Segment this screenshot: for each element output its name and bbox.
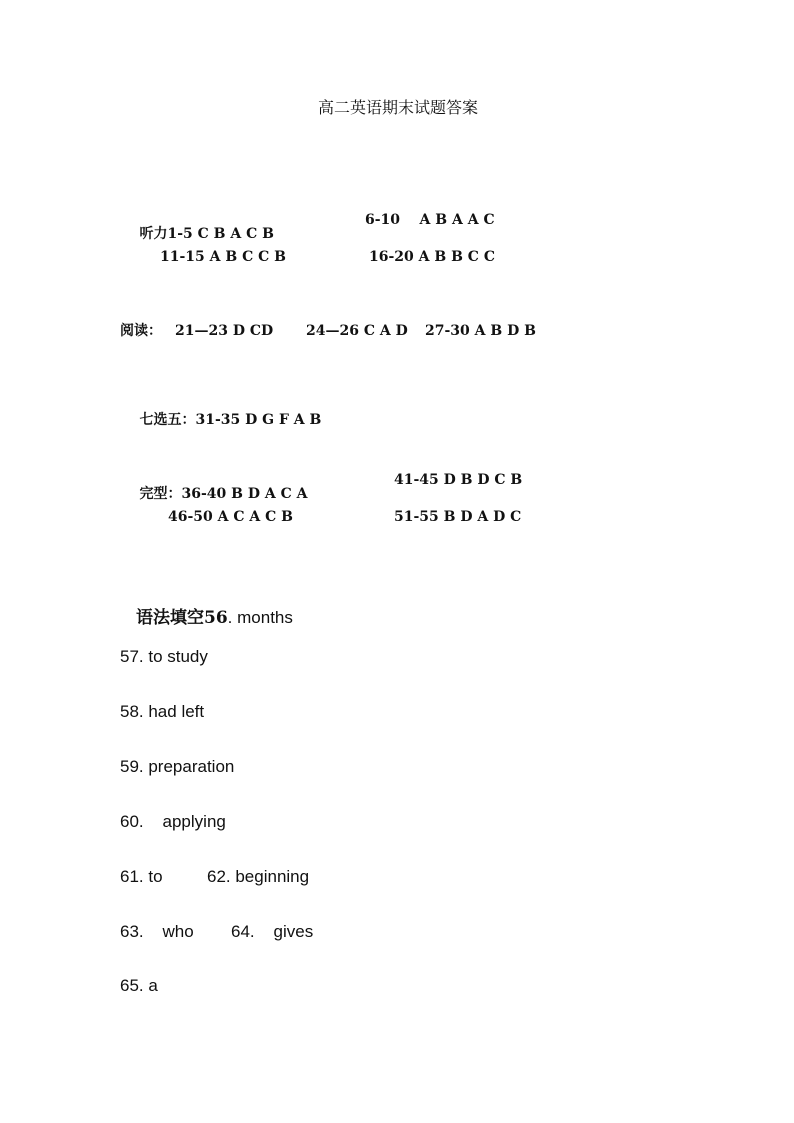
grammar-line-58: 58. had left (120, 702, 205, 721)
cloze-answers-46-50: 46-50 A C A C B (168, 509, 293, 525)
grammar-first-number: 56 (204, 608, 228, 628)
grammar-line-65: 65. a (120, 976, 158, 995)
seven-five-section (120, 399, 321, 441)
listening-answers-16-20: 16-20 A B B C C (369, 249, 495, 265)
grammar-line-63: 63. who (120, 922, 194, 941)
seven-five-label: 七选五： (139, 412, 196, 428)
listening-answers-11-15: 11-15 A B C C B (160, 249, 286, 265)
page-title: 高二英语期末试题答案 (318, 98, 479, 117)
grammar-first-answer: . months (227, 608, 293, 627)
cloze-answers-41-45: 41-45 D B D C B (394, 472, 523, 488)
cloze-answers-36-40: 36-40 B D A C A (181, 486, 308, 502)
grammar-line-60: 60. applying (120, 812, 226, 831)
grammar-line-61: 61. to (120, 867, 163, 886)
grammar-first-line (120, 593, 293, 643)
listening-answers-6-10: 6-10 A B A A C (365, 212, 495, 228)
cloze-label: 完型： (139, 486, 182, 502)
grammar-label: 语法填空 (136, 608, 204, 628)
grammar-line-59: 59. preparation (120, 757, 235, 776)
listening-answers-1-5: 1-5 C B A C B (167, 226, 274, 242)
reading-answers-27-30: 27-30 A B D B (425, 323, 536, 339)
seven-five-answers: 31-35 D G F A B (195, 412, 322, 428)
reading-answers-24-26: 24—26 C A D (306, 323, 408, 339)
reading-answers-21-23: 21—23 D CD (175, 323, 274, 339)
reading-label: 阅读： (120, 323, 162, 339)
listening-label: 听力 (139, 226, 168, 242)
grammar-line-62: 62. beginning (207, 867, 310, 886)
cloze-answers-51-55: 51-55 B D A D C (394, 509, 522, 525)
grammar-line-57: 57. to study (120, 647, 208, 666)
grammar-line-64: 64. gives (231, 922, 314, 941)
